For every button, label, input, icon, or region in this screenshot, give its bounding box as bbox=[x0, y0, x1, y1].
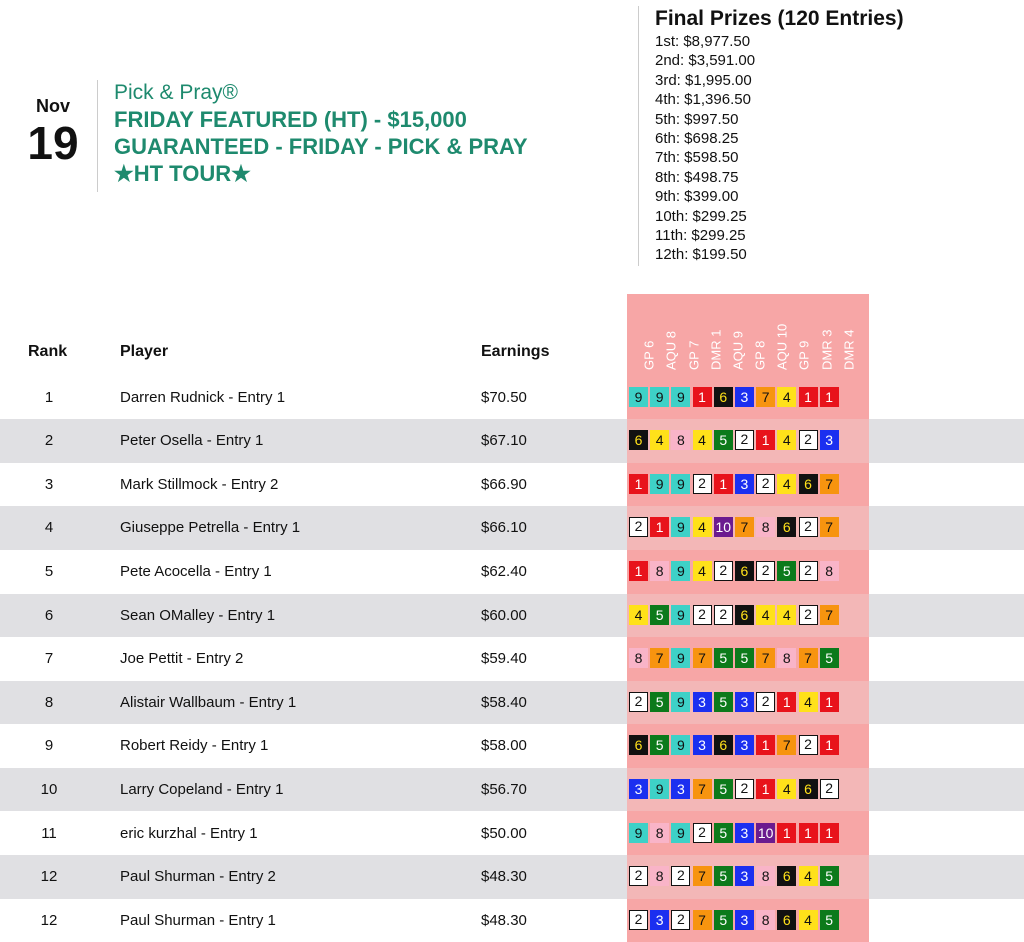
prize-item: 11th: $299.25 bbox=[655, 227, 746, 245]
cell-rank: 10 bbox=[40, 780, 58, 798]
cell-player: eric kurzhal - Entry 1 bbox=[120, 824, 258, 842]
pick-badge: 1 bbox=[777, 692, 796, 712]
pick-badge: 7 bbox=[693, 779, 712, 799]
pick-badge: 4 bbox=[629, 605, 648, 625]
race-leg-label: AQU 10 bbox=[774, 323, 790, 370]
pick-badge: 6 bbox=[777, 866, 796, 886]
pick-badge: 8 bbox=[650, 561, 669, 581]
pick-list bbox=[629, 779, 839, 799]
pick-badge: 9 bbox=[671, 735, 690, 755]
race-leg-header bbox=[638, 294, 660, 374]
pick-badge: 4 bbox=[756, 605, 775, 625]
pick-badge: 6 bbox=[799, 474, 818, 494]
cell-rank: 4 bbox=[44, 519, 54, 537]
pick-badge: 5 bbox=[735, 648, 754, 668]
table-row[interactable] bbox=[0, 812, 1024, 856]
table-row[interactable] bbox=[0, 419, 1024, 463]
pick-badge: 4 bbox=[693, 517, 712, 537]
table-row[interactable] bbox=[0, 724, 1024, 768]
event-month: Nov bbox=[35, 96, 70, 116]
cell-rank: 11 bbox=[41, 824, 57, 842]
cell-rank: 2 bbox=[44, 432, 54, 450]
pick-badge: 4 bbox=[650, 430, 669, 450]
pick-badge: 2 bbox=[756, 474, 775, 494]
pick-badge: 9 bbox=[671, 605, 690, 625]
cell-earnings: $67.10 bbox=[481, 432, 527, 450]
event-title-block bbox=[97, 80, 528, 192]
cell-earnings: $50.00 bbox=[481, 824, 527, 842]
cell-earnings: $66.90 bbox=[481, 475, 527, 493]
pick-badge: 9 bbox=[629, 823, 648, 843]
pick-badge: 8 bbox=[820, 561, 839, 581]
prize-item: 5th: $997.50 bbox=[655, 110, 739, 128]
pick-badge: 3 bbox=[735, 474, 754, 494]
pick-list bbox=[629, 605, 839, 625]
event-brand: Pick & Pray® bbox=[114, 81, 239, 104]
pick-badge: 6 bbox=[735, 561, 754, 581]
pick-badge: 8 bbox=[650, 866, 669, 886]
cell-earnings: $60.00 bbox=[481, 606, 527, 624]
pick-badge: 6 bbox=[629, 430, 648, 450]
cell-rank: 12 bbox=[40, 868, 58, 886]
cell-rank: 6 bbox=[44, 606, 54, 624]
pick-badge: 6 bbox=[629, 735, 648, 755]
pick-badge: 2 bbox=[756, 692, 775, 712]
race-leg-header bbox=[838, 294, 860, 374]
pick-badge: 2 bbox=[799, 430, 818, 450]
pick-badge: 7 bbox=[820, 605, 839, 625]
pick-list bbox=[629, 517, 839, 537]
header-player[interactable]: Player bbox=[120, 343, 169, 360]
pick-badge: 7 bbox=[693, 866, 712, 886]
prize-item: 2nd: $3,591.00 bbox=[655, 52, 756, 70]
pick-badge: 5 bbox=[714, 779, 733, 799]
table-row[interactable] bbox=[0, 681, 1024, 725]
event-date bbox=[22, 96, 84, 169]
event-day: 19 bbox=[27, 117, 79, 169]
pick-badge: 2 bbox=[820, 779, 839, 799]
race-leg-label: AQU 8 bbox=[663, 330, 679, 370]
cell-player: Sean OMalley - Entry 1 bbox=[120, 606, 276, 624]
pick-badge: 2 bbox=[735, 430, 754, 450]
pick-badge: 4 bbox=[777, 605, 796, 625]
pick-badge: 6 bbox=[735, 605, 754, 625]
pick-badge: 1 bbox=[756, 735, 775, 755]
pick-badge: 7 bbox=[756, 387, 775, 407]
cell-earnings: $70.50 bbox=[481, 388, 527, 406]
cell-earnings: $48.30 bbox=[481, 868, 527, 886]
cell-earnings: $58.40 bbox=[481, 693, 527, 711]
pick-badge: 4 bbox=[799, 866, 818, 886]
race-leg-label: DMR 4 bbox=[841, 329, 857, 370]
pick-badge: 1 bbox=[629, 474, 648, 494]
pick-badge: 8 bbox=[756, 910, 775, 930]
cell-rank: 3 bbox=[44, 475, 54, 493]
pick-badge: 2 bbox=[799, 735, 818, 755]
pick-list bbox=[629, 692, 839, 712]
pick-list bbox=[629, 561, 839, 581]
pick-badge: 2 bbox=[629, 517, 648, 537]
prize-item: 1st: $8,977.50 bbox=[655, 33, 751, 50]
pick-badge: 6 bbox=[799, 779, 818, 799]
pick-badge: 5 bbox=[714, 910, 733, 930]
pick-badge: 5 bbox=[650, 692, 669, 712]
cell-player: Alistair Wallbaum - Entry 1 bbox=[120, 693, 297, 711]
pick-badge: 9 bbox=[671, 517, 690, 537]
pick-badge: 5 bbox=[714, 430, 733, 450]
pick-badge: 2 bbox=[671, 910, 690, 930]
race-leg-header bbox=[682, 294, 704, 374]
pick-badge: 8 bbox=[650, 823, 669, 843]
pick-badge: 1 bbox=[756, 430, 775, 450]
pick-badge: 7 bbox=[820, 474, 839, 494]
pick-badge: 10 bbox=[757, 824, 774, 841]
race-leg-header bbox=[816, 294, 838, 374]
pick-badge: 3 bbox=[735, 692, 754, 712]
event-title-line: FRIDAY FEATURED (HT) - $15,000 bbox=[114, 107, 467, 132]
pick-badge: 1 bbox=[799, 823, 818, 843]
table-row[interactable] bbox=[0, 550, 1024, 594]
table-row[interactable] bbox=[0, 376, 1024, 420]
pick-badge: 7 bbox=[693, 648, 712, 668]
race-leg-label: AQU 9 bbox=[730, 330, 746, 370]
pick-badge: 4 bbox=[693, 561, 712, 581]
pick-badge: 5 bbox=[650, 605, 669, 625]
table-row[interactable] bbox=[0, 899, 1024, 942]
cell-earnings: $58.00 bbox=[481, 737, 527, 755]
pick-badge: 7 bbox=[799, 648, 818, 668]
header-earnings[interactable]: Earnings bbox=[481, 343, 550, 360]
pick-badge: 1 bbox=[693, 387, 712, 407]
pick-list bbox=[629, 474, 839, 494]
table-row[interactable] bbox=[0, 637, 1024, 681]
pick-badge: 8 bbox=[756, 866, 775, 886]
pick-badge: 3 bbox=[735, 910, 754, 930]
race-leg-header bbox=[749, 294, 771, 374]
pick-badge: 4 bbox=[799, 910, 818, 930]
prize-item: 12th: $199.50 bbox=[655, 246, 747, 264]
pick-list bbox=[629, 866, 839, 886]
pick-badge: 7 bbox=[756, 648, 775, 668]
pick-badge: 2 bbox=[671, 866, 690, 886]
pick-badge: 8 bbox=[777, 648, 796, 668]
cell-earnings: $59.40 bbox=[481, 650, 527, 668]
pick-badge: 5 bbox=[820, 866, 839, 886]
pick-badge: 2 bbox=[693, 823, 712, 843]
pick-badge: 1 bbox=[820, 823, 839, 843]
race-leg-label: DMR 1 bbox=[708, 329, 724, 370]
race-leg-header bbox=[727, 294, 749, 374]
pick-badge: 7 bbox=[650, 648, 669, 668]
pick-badge: 4 bbox=[777, 779, 796, 799]
cell-earnings: $56.70 bbox=[481, 780, 527, 798]
prizes-heading: Final Prizes (120 Entries) bbox=[655, 7, 904, 30]
pick-badge: 9 bbox=[671, 823, 690, 843]
pick-badge: 9 bbox=[671, 561, 690, 581]
pick-badge: 1 bbox=[629, 561, 648, 581]
pick-badge: 3 bbox=[671, 779, 690, 799]
pick-badge: 5 bbox=[714, 866, 733, 886]
pick-badge: 9 bbox=[650, 779, 669, 799]
pick-list bbox=[629, 387, 839, 407]
pick-list bbox=[629, 823, 839, 843]
race-leg-label: GP 7 bbox=[686, 340, 702, 370]
pick-badge: 10 bbox=[715, 519, 732, 536]
pick-badge: 4 bbox=[799, 692, 818, 712]
pick-badge: 9 bbox=[650, 474, 669, 494]
pick-badge: 1 bbox=[777, 823, 796, 843]
table-row[interactable] bbox=[0, 506, 1024, 550]
cell-rank: 1 bbox=[44, 388, 54, 406]
pick-badge: 2 bbox=[714, 561, 733, 581]
pick-list bbox=[629, 910, 839, 930]
race-leg-label: GP 6 bbox=[641, 340, 657, 370]
cell-player: Giuseppe Petrella - Entry 1 bbox=[120, 519, 301, 537]
cell-rank: 12 bbox=[40, 911, 58, 929]
table-row[interactable] bbox=[0, 855, 1024, 899]
cell-rank: 7 bbox=[44, 650, 54, 668]
pick-badge: 5 bbox=[777, 561, 796, 581]
pick-badge: 3 bbox=[735, 823, 754, 843]
pick-badge: 3 bbox=[693, 735, 712, 755]
pick-badge: 5 bbox=[714, 692, 733, 712]
pick-badge: 2 bbox=[714, 605, 733, 625]
pick-badge: 3 bbox=[735, 735, 754, 755]
pick-badge: 9 bbox=[671, 648, 690, 668]
pick-badge: 9 bbox=[671, 474, 690, 494]
pick-list bbox=[629, 648, 839, 668]
pick-badge: 8 bbox=[756, 517, 775, 537]
cell-player: Darren Rudnick - Entry 1 bbox=[120, 388, 286, 406]
cell-player: Mark Stillmock - Entry 2 bbox=[120, 475, 279, 493]
pick-badge: 3 bbox=[820, 430, 839, 450]
table-row[interactable] bbox=[0, 463, 1024, 507]
prize-list bbox=[655, 32, 904, 265]
cell-rank: 8 bbox=[44, 693, 54, 711]
pick-badge: 2 bbox=[799, 517, 818, 537]
pick-badge: 2 bbox=[735, 779, 754, 799]
pick-badge: 2 bbox=[799, 561, 818, 581]
cell-earnings: $48.30 bbox=[481, 911, 527, 929]
cell-player: Paul Shurman - Entry 2 bbox=[120, 868, 276, 886]
prize-item: 3rd: $1,995.00 bbox=[655, 71, 752, 89]
pick-badge: 1 bbox=[650, 517, 669, 537]
pick-badge: 2 bbox=[799, 605, 818, 625]
event-title-line: GUARANTEED - FRIDAY - PICK & PRAY bbox=[114, 134, 528, 159]
race-leg-label: GP 9 bbox=[796, 340, 812, 370]
pick-badge: 2 bbox=[629, 866, 648, 886]
pick-badge: 9 bbox=[671, 387, 690, 407]
pick-badge: 6 bbox=[714, 387, 733, 407]
pick-badge: 4 bbox=[777, 387, 796, 407]
pick-badge: 3 bbox=[650, 910, 669, 930]
race-leg-header bbox=[793, 294, 815, 374]
pick-badge: 1 bbox=[714, 474, 733, 494]
pick-list bbox=[629, 735, 839, 755]
race-leg-label: DMR 3 bbox=[819, 329, 835, 370]
pick-badge: 7 bbox=[693, 910, 712, 930]
cell-player: Larry Copeland - Entry 1 bbox=[120, 780, 284, 798]
pick-badge: 9 bbox=[671, 692, 690, 712]
prize-item: 10th: $299.25 bbox=[655, 207, 747, 225]
pick-badge: 1 bbox=[820, 387, 839, 407]
pick-badge: 3 bbox=[693, 692, 712, 712]
cell-player: Robert Reidy - Entry 1 bbox=[120, 737, 269, 755]
cell-rank: 9 bbox=[44, 737, 54, 755]
race-leg-headers bbox=[627, 294, 869, 374]
cell-player: Peter Osella - Entry 1 bbox=[120, 432, 264, 450]
pick-badge: 1 bbox=[756, 779, 775, 799]
pick-badge: 9 bbox=[650, 387, 669, 407]
pick-badge: 7 bbox=[777, 735, 796, 755]
prize-item: 7th: $598.50 bbox=[655, 149, 739, 167]
cell-rank: 5 bbox=[44, 562, 54, 580]
cell-player: Pete Acocella - Entry 1 bbox=[120, 562, 272, 580]
pick-badge: 2 bbox=[693, 474, 712, 494]
race-leg-header bbox=[771, 294, 793, 374]
pick-badge: 5 bbox=[714, 648, 733, 668]
pick-badge: 4 bbox=[693, 430, 712, 450]
table-row[interactable] bbox=[0, 768, 1024, 812]
pick-list bbox=[629, 430, 839, 450]
event-title-line: ★HT TOUR★ bbox=[114, 161, 251, 186]
final-prizes bbox=[638, 6, 904, 266]
pick-badge: 8 bbox=[671, 430, 690, 450]
prize-item: 8th: $498.75 bbox=[655, 168, 739, 186]
pick-badge: 5 bbox=[650, 735, 669, 755]
cell-earnings: $62.40 bbox=[481, 562, 527, 580]
prize-item: 6th: $698.25 bbox=[655, 130, 739, 148]
pick-badge: 6 bbox=[777, 517, 796, 537]
pick-badge: 3 bbox=[735, 866, 754, 886]
pick-badge: 9 bbox=[629, 387, 648, 407]
cell-player: Paul Shurman - Entry 1 bbox=[120, 911, 276, 929]
header-rank[interactable]: Rank bbox=[28, 343, 68, 360]
pick-badge: 1 bbox=[799, 387, 818, 407]
pick-badge: 4 bbox=[777, 430, 796, 450]
pick-badge: 6 bbox=[714, 735, 733, 755]
pick-badge: 6 bbox=[777, 910, 796, 930]
prize-item: 9th: $399.00 bbox=[655, 188, 739, 206]
race-leg-header bbox=[660, 294, 682, 374]
race-leg-header bbox=[705, 294, 727, 374]
pick-badge: 1 bbox=[820, 692, 839, 712]
pick-badge: 2 bbox=[693, 605, 712, 625]
pick-badge: 2 bbox=[629, 910, 648, 930]
pick-badge: 3 bbox=[629, 779, 648, 799]
pick-badge: 5 bbox=[820, 648, 839, 668]
pick-badge: 3 bbox=[735, 387, 754, 407]
cell-player: Joe Pettit - Entry 2 bbox=[120, 650, 244, 668]
pick-badge: 4 bbox=[777, 474, 796, 494]
prize-item: 4th: $1,396.50 bbox=[655, 91, 751, 109]
pick-badge: 5 bbox=[820, 910, 839, 930]
table-row[interactable] bbox=[0, 594, 1024, 638]
pick-badge: 1 bbox=[820, 735, 839, 755]
pick-badge: 7 bbox=[735, 517, 754, 537]
cell-earnings: $66.10 bbox=[481, 519, 527, 537]
race-leg-label: GP 8 bbox=[752, 340, 768, 370]
pick-badge: 2 bbox=[629, 692, 648, 712]
pick-badge: 5 bbox=[714, 823, 733, 843]
pick-badge: 2 bbox=[756, 561, 775, 581]
pick-badge: 7 bbox=[820, 517, 839, 537]
pick-badge: 8 bbox=[629, 648, 648, 668]
